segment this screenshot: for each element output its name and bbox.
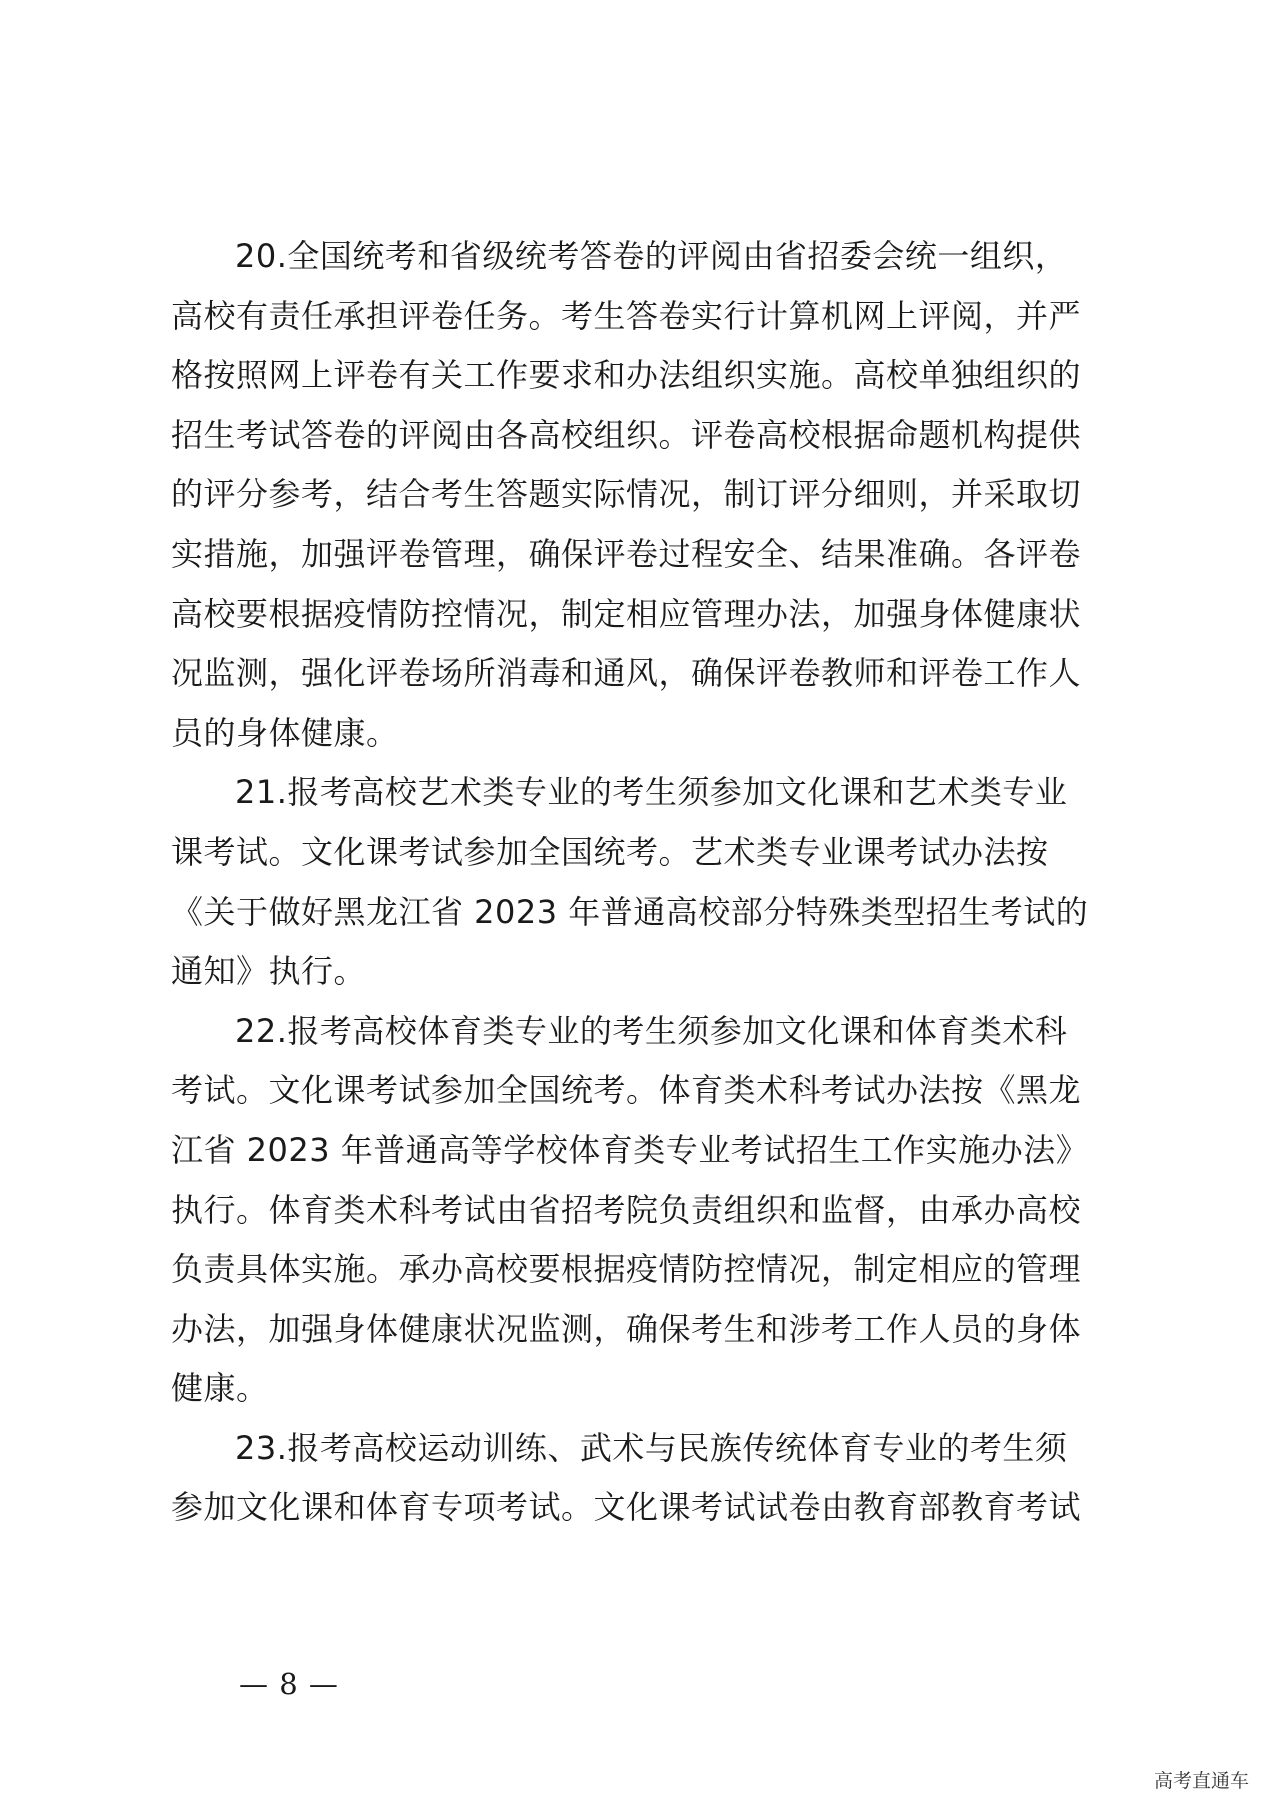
- text-line: 课考试。文化课考试参加全国统考。艺术类专业课考试办法按: [171, 832, 1049, 871]
- text-line: 招生考试答卷的评阅由各高校组织。评卷高校根据命题机构提供: [171, 415, 1082, 454]
- text-line: 通知》执行。: [171, 952, 367, 991]
- text-line: 负责具体实施。承办高校要根据疫情防控情况，制定相应的管理: [171, 1250, 1082, 1289]
- text-line: 江省 2023 年普通高等学校体育类专业考试招生工作实施办法》: [171, 1130, 1089, 1169]
- text-line: 高校有责任承担评卷任务。考生答卷实行计算机网上评阅，并严: [171, 296, 1082, 335]
- text-line: 《关于做好黑龙江省 2023 年普通高校部分特殊类型招生考试的: [171, 892, 1089, 931]
- text-line: 22.报考高校体育类专业的考生须参加文化课和体育类术科: [235, 1011, 1068, 1050]
- paragraph-21: [171, 763, 1131, 1001]
- paragraph-23: [171, 1419, 1131, 1538]
- paragraph-20: [171, 227, 1131, 763]
- watermark-text: 高考直通车: [1153, 1770, 1249, 1792]
- paragraph-22: [171, 1002, 1131, 1419]
- text-line: 实措施，加强评卷管理，确保评卷过程安全、结果准确。各评卷: [171, 534, 1082, 573]
- text-line: 高校要根据疫情防控情况，制定相应管理办法，加强身体健康状: [171, 594, 1082, 633]
- text-line: 20.全国统考和省级统考答卷的评阅由省招委会统一组织，: [235, 237, 1068, 275]
- text-line: 执行。体育类术科考试由省招考院负责组织和监督，由承办高校: [171, 1190, 1082, 1229]
- text-line: 况监测，强化评卷场所消毒和通风，确保评卷教师和评卷工作人: [171, 654, 1082, 693]
- document-body: [171, 227, 1131, 1538]
- text-line: 员的身体健康。: [171, 713, 399, 752]
- text-line: 办法，加强身体健康状况监测，确保考生和涉考工作人员的身体: [171, 1309, 1082, 1348]
- text-line: 考试。文化课考试参加全国统考。体育类术科考试办法按《黑龙: [171, 1071, 1082, 1110]
- text-line: 健康。: [171, 1369, 269, 1408]
- page-number: — 8 —: [239, 1667, 339, 1701]
- text-line: 23.报考高校运动训练、武术与民族传统体育专业的考生须: [235, 1428, 1068, 1467]
- text-line: 的评分参考，结合考生答题实际情况，制订评分细则，并采取切: [171, 475, 1082, 514]
- text-line: 参加文化课和体育专项考试。文化课考试试卷由教育部教育考试: [171, 1488, 1082, 1527]
- text-line: 21.报考高校艺术类专业的考生须参加文化课和艺术类专业: [235, 773, 1068, 812]
- text-line: 格按照网上评卷有关工作要求和办法组织实施。高校单独组织的: [171, 356, 1082, 395]
